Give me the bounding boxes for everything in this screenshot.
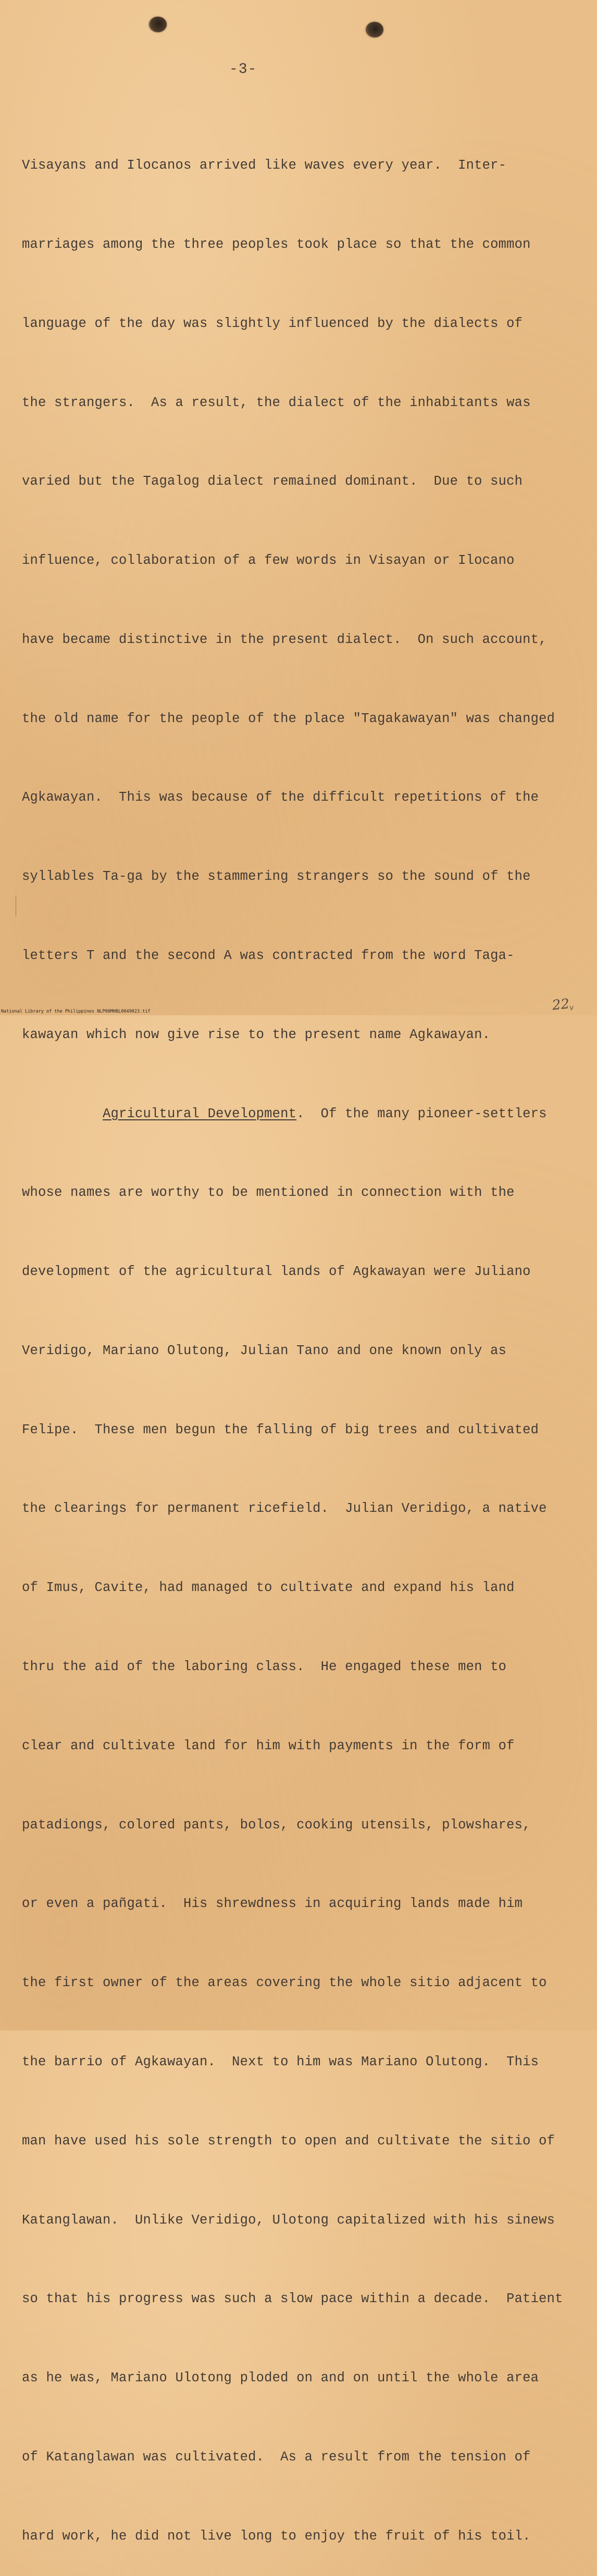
text-line: influence, collaboration of a few words in Visayan or Ilocano [22,553,515,569]
typewritten-body [22,100,564,2576]
text-line: the first owner of the areas covering the whole sitio adjacent to [22,1975,547,1991]
margin-pencil-mark [16,895,23,916]
text-line: clear and cultivate land for him with payments in the form of [22,1738,515,1753]
text-line: the strangers. As a result, the dialect of the inhabitants was [22,395,531,410]
text-line: Veridigo, Mariano Olutong, Julian Tano and one known only as [22,1343,507,1358]
text-line: thru the aid of the laboring class. He engaged these men to [22,1659,507,1675]
text-line: language of the day was slightly influenced by the dialects of [22,315,523,331]
text-line: development of the agricultural lands of Agkawayan were Juliano [22,1264,531,1280]
text-line: as he was, Mariano Ulotong ploded on and on until the whole area [22,2370,539,2386]
heading-line-rest: . Of the many pioneer-settlers [296,1106,547,1121]
archive-caption: National Library of the Philippines NLP00MHBL0049023.tif [1,1009,151,1014]
text-line: man have used his sole strength to open and cultivate the sitio of [22,2133,555,2149]
heading-indent [22,1106,103,1121]
text-line: varied but the Tagalog dialect remained dominant. Due to such [22,474,523,489]
text-line: have became distinctive in the present dialect. On such account, [22,632,547,647]
text-line: of Imus, Cavite, had managed to cultivate and expand his land [22,1580,515,1596]
text-line: Katanglawan. Unlike Veridigo, Ulotong capitalized with his sinews [22,2212,555,2228]
text-line: kawayan which now give rise to the present name Agkawayan. [22,1027,491,1042]
text-line: or even a pañgati. His shrewdness in acquiring lands made him [22,1896,523,1912]
text-line: the barrio of Agkawayan. Next to him was Mariano Olutong. This [22,2054,539,2069]
text-line: so that his progress was such a slow pace within a decade. Patient [22,2291,563,2307]
text-line: marriages among the three peoples took place so that the common [22,236,531,252]
section-heading-line [22,1101,564,1128]
text-line: hard work, he did not live long to enjoy the fruit of his toil. [22,2528,531,2544]
punch-hole-right [366,22,383,37]
text-line: patadiongs, colored pants, bolos, cooking utensils, plowshares, [22,1817,531,1833]
text-line: Visayans and Ilocanos arrived like waves every year. Inter- [22,158,507,173]
text-line: the old name for the people of the place "Tagakawayan" was changed [22,711,555,726]
text-line: the clearings for permanent ricefield. Julian Veridigo, a native [22,1501,547,1517]
section-heading: Agricultural Development [103,1106,297,1121]
handwritten-page-number: 22 [551,996,570,1014]
text-line: whose names are worthy to be mentioned in connection with the [22,1185,515,1201]
text-line: of Katanglawan was cultivated. As a result from the tension of [22,2449,531,2465]
text-line: syllables Ta-ga by the stammering strangers so the sound of the [22,869,531,885]
text-line: Felipe. These men begun the falling of big trees and cultivated [22,1422,539,1437]
punch-hole-left [149,17,167,32]
text-line: letters T and the second A was contracted from the word Taga- [22,948,515,963]
text-line: Agkawayan. This was because of the difficult repetitions of the [22,790,539,805]
page-number: -3- [229,61,257,78]
check-mark-icon: v [569,1004,574,1012]
